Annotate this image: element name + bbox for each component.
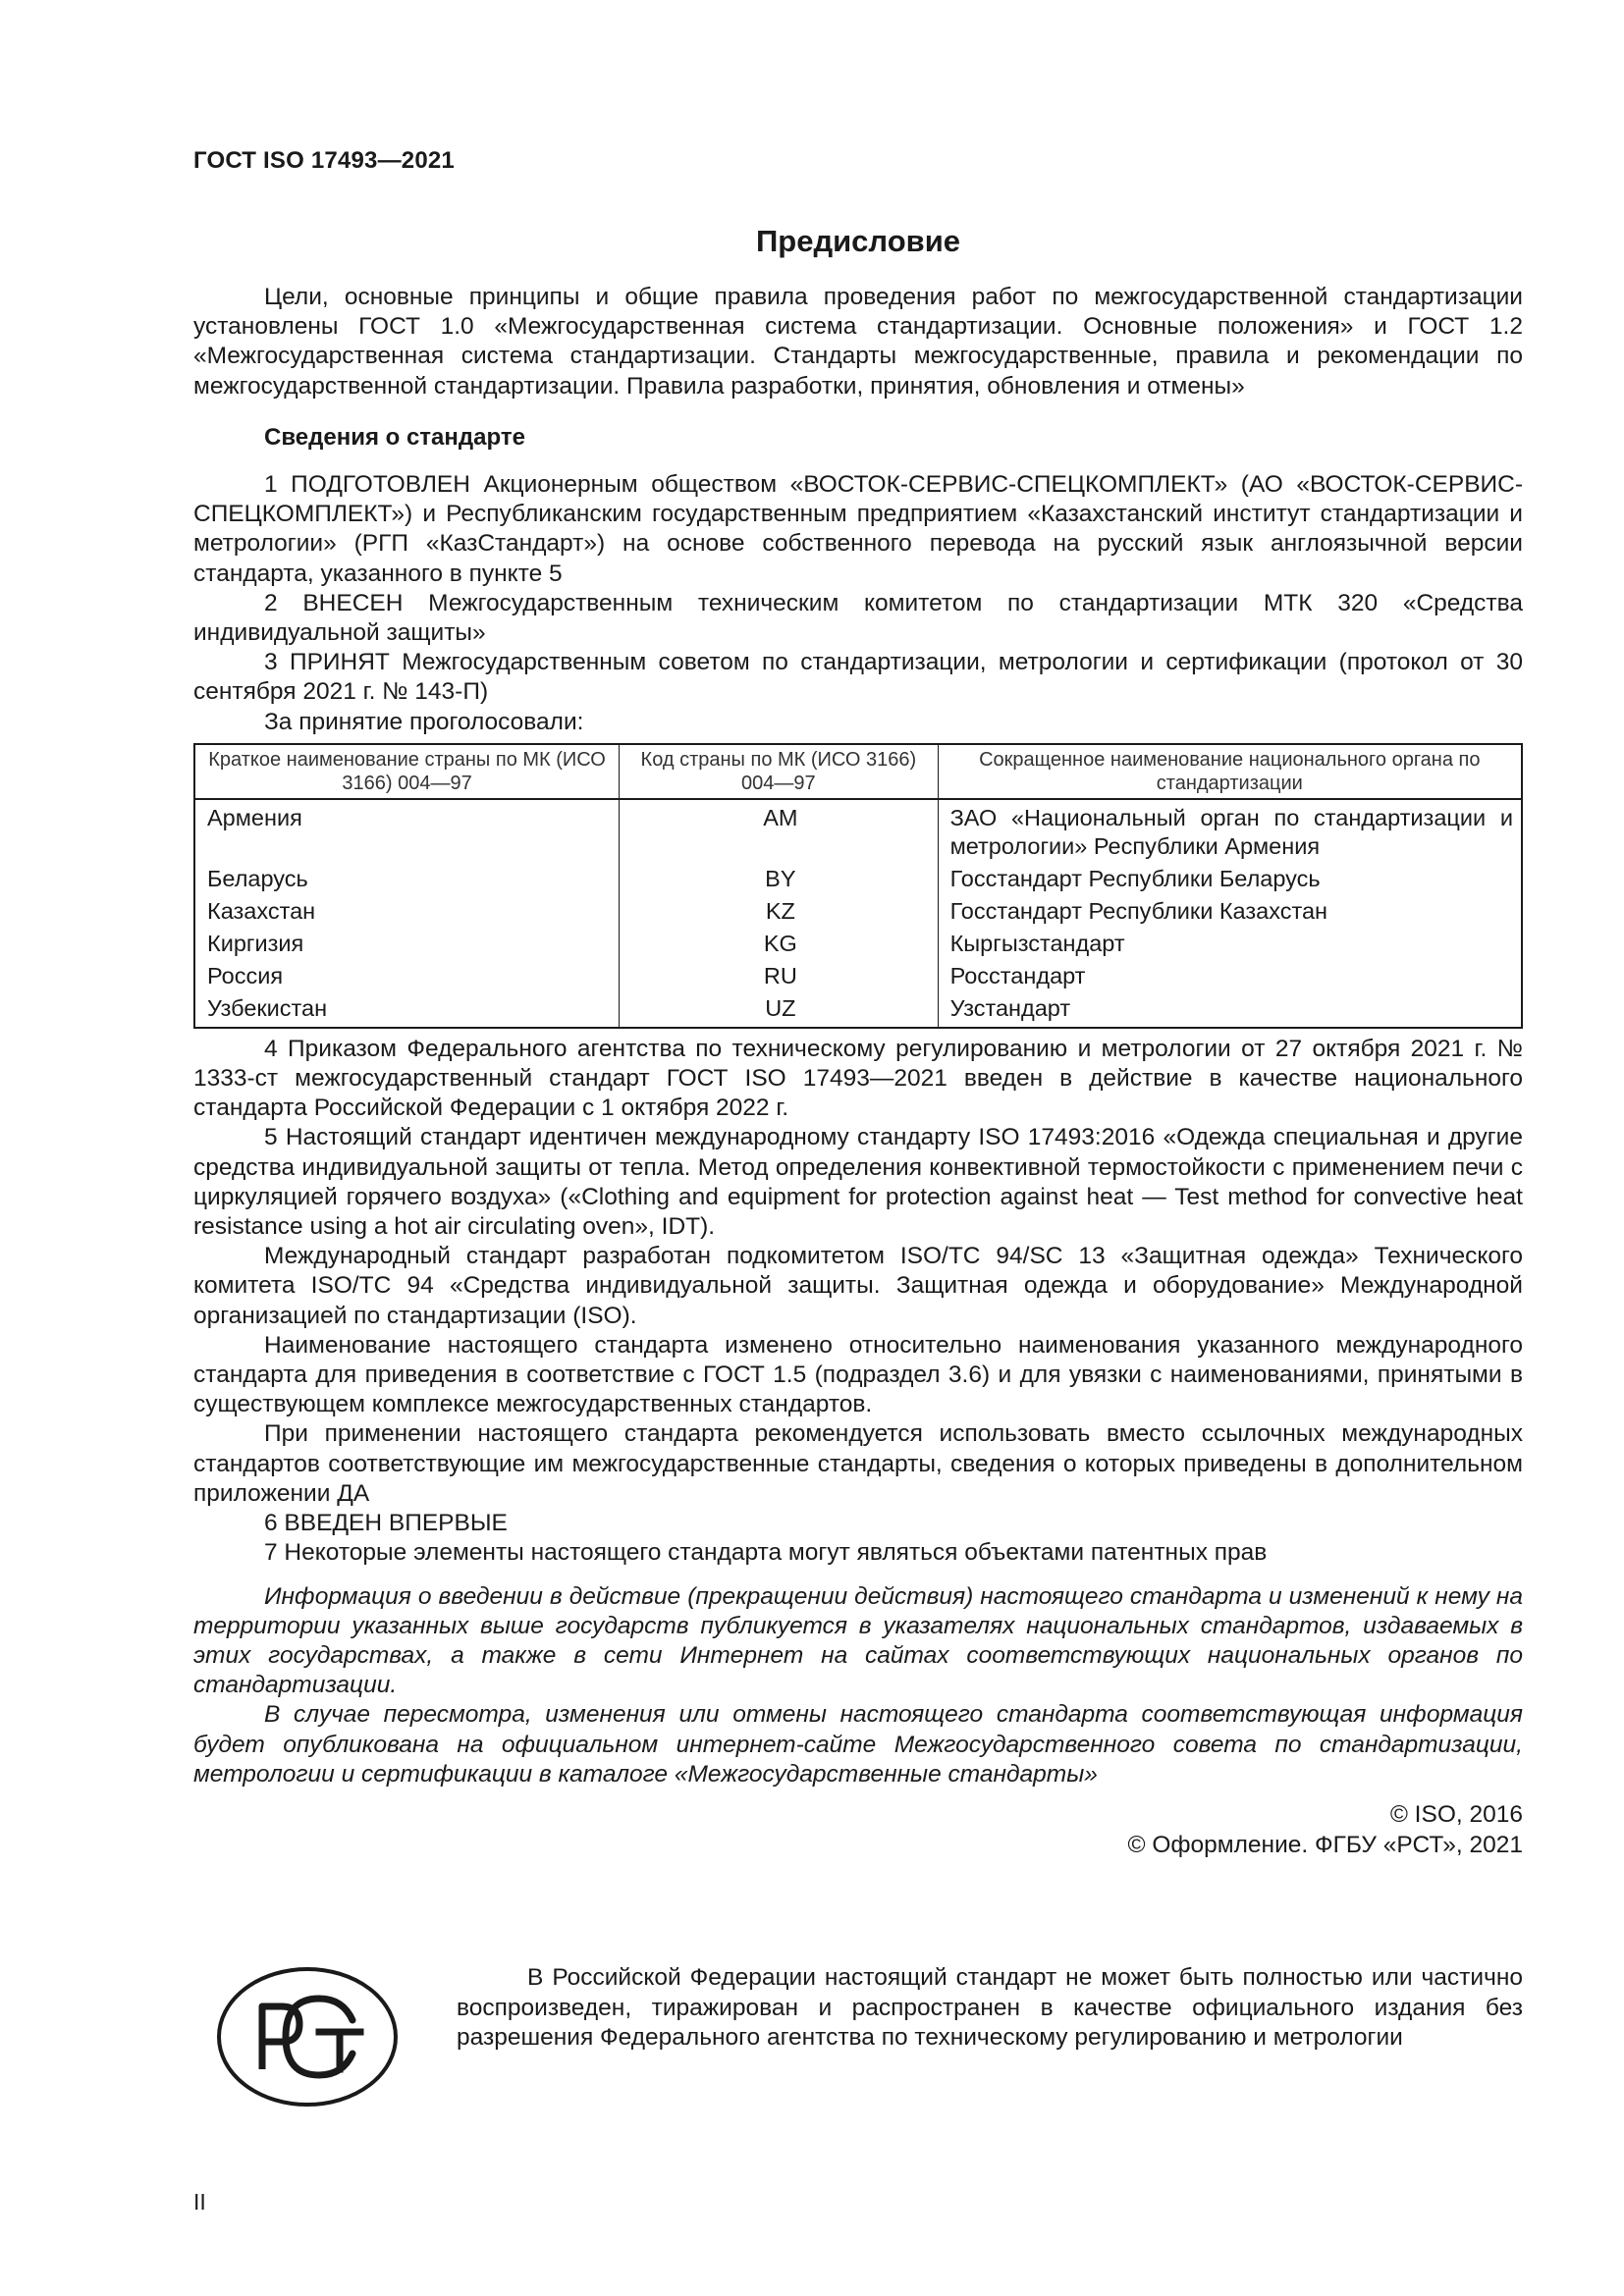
running-title: ГОСТ ISO 17493—2021: [193, 147, 455, 174]
section-heading: Сведения о стандарте: [264, 423, 525, 451]
item-4-paragraph: 4 Приказом Федерального агентства по техническому регулированию и метрологии от 27 октября 2021 г. № 1333-ст межгосударственный стандарт ГОСТ ISO 17493—2021 введен в действие в качестве национального стандарта Российской Федерации с 1 октября 2022 г.: [193, 1035, 1523, 1122]
table-row: [194, 895, 1522, 928]
body-cell: Узстандарт: [949, 994, 1071, 1021]
intro-paragraph: Цели, основные принципы и общие правила проведения работ по межгосударственной стандартизации установлены ГОСТ 1.0 «Межгосударственная система стандартизации. Основные положения» и ГОСТ 1.2 «Межгосударственная система стандартизации. Стандарты межгосударственные, правила и рекомендации по межгосударственной стандартизации. Правила разработки, принятия, обновления и отмены»: [193, 284, 1523, 400]
iso-copyright: © ISO, 2016: [1389, 1800, 1523, 1828]
rst-copyright: © Оформление. ФГБУ «РСТ», 2021: [1127, 1831, 1523, 1858]
item-7-paragraph: 7 Некоторые элементы настоящего стандарта могут являться объектами патентных прав: [264, 1539, 1268, 1567]
table-header-row: [194, 744, 1522, 799]
item-5-title-change-paragraph: Наименование настоящего стандарта изменено относительно наименования указанного международного стандарта для приведения в соответствие с ГОСТ 1.5 (подраздел 3.6) и для увязки с наименованиями, принятыми в существующем комплексе межгосударственных стандартов.: [193, 1331, 1523, 1418]
vote-caption: За принятие проголосовали:: [264, 708, 584, 735]
item-3-paragraph: 3 ПРИНЯТ Межгосударственным советом по стандартизации, метрологии и сертификации (протокол от 30 сентября 2021 г. № 143-П): [193, 649, 1523, 706]
item-5-paragraph: 5 Настоящий стандарт идентичен международному стандарту ISO 17493:2016 «Одежда специальная и другие средства индивидуальной защиты от тепла. Метод определения конвективной термостойкости с применением печи с циркуляцией горячего воздуха» («Clothing and equipment for protection against heat — Test method for convective heat resistance using a hot air circulating oven», IDT).: [193, 1124, 1523, 1241]
country-cell: Казахстан: [194, 895, 620, 928]
country-cell: Беларусь: [194, 863, 620, 895]
item-2-paragraph: 2 ВНЕСЕН Межгосударственным техническим комитетом по стандартизации МТК 320 «Средства индивидуальной защиты»: [193, 589, 1523, 647]
code-cell: KG: [620, 928, 938, 960]
column-header-body: Сокращенное наименование национального органа по стандартизации: [938, 744, 1522, 799]
country-cell: Узбекистан: [194, 992, 620, 1028]
revision-note-italic: В случае пересмотра, изменения или отмены настоящего стандарта соответствующая информация будет опубликована на официальном интернет-сайте Межгосударственного совета по стандартизации, метрологии и сертификации в каталоге «Межгосударственные стандарты»: [193, 1701, 1523, 1788]
item-5-committee-paragraph: Международный стандарт разработан подкомитетом ISO/TC 94/SC 13 «Защитная одежда» Технического комитета ISO/TC 94 «Средства индивидуальной защиты. Защитная одежда и оборудование» Международной организацией по стандартизации (ISO).: [193, 1243, 1523, 1329]
country-cell: Россия: [194, 960, 620, 992]
voting-countries-table: [193, 743, 1523, 1029]
body-cell: Росстандарт: [949, 962, 1086, 988]
body-cell: ЗАО «Национальный орган по стандартизации и метрологии» Республики Армения: [949, 804, 1513, 859]
info-note-italic: Информация о введении в действие (прекращении действия) настоящего стандарта и изменений к нему на территории указанных выше государств публикуется в указателях национальных стандартов, издаваемых в этих государствах, а также в сети Интернет на сайтах соответствующих национальных органов по стандартизации.: [193, 1582, 1523, 1699]
table-row: [194, 992, 1522, 1028]
table-row: [194, 960, 1522, 992]
item-6-paragraph: 6 ВВЕДЕН ВПЕРВЫЕ: [264, 1510, 508, 1537]
page-number: II: [193, 2189, 206, 2215]
code-cell: BY: [620, 863, 938, 895]
item-5-references-paragraph: При применении настоящего стандарта рекомендуется использовать вместо ссылочных международных стандартов соответствующие им межгосударственные стандарты, сведения о которых приведены в дополнительном приложении ДА: [193, 1420, 1523, 1507]
body-cell: Кыргызстандарт: [949, 930, 1125, 956]
reproduction-notice: В Российской Федерации настоящий стандарт не может быть полностью или частично воспроизведен, тиражирован и распространен в качестве официального издания без разрешения Федерального агентства по техническому регулированию и метрологии: [457, 1964, 1523, 2051]
country-cell: Армения: [194, 799, 620, 863]
code-cell: AM: [620, 799, 938, 863]
column-header-code: Код страны по МК (ИСО 3166) 004—97: [620, 744, 938, 799]
country-cell: Киргизия: [194, 928, 620, 960]
code-cell: UZ: [620, 992, 938, 1028]
table-row: [194, 928, 1522, 960]
rst-certification-mark-icon: [213, 1963, 402, 2110]
column-header-country: Краткое наименование страны по МК (ИСО 3166) 004—97: [194, 744, 620, 799]
page-title: Предисловие: [755, 224, 960, 258]
item-1-paragraph: 1 ПОДГОТОВЛЕН Акционерным обществом «ВОСТОК-СЕРВИС-СПЕЦКОМПЛЕКТ» (АО «ВОСТОК-СЕРВИС-СПЕЦКОМПЛЕКТ») и Республиканским государственным предприятием «Казахстанский институт стандартизации и метрологии» (РГП «КазСтандарт») на основе собственного перевода на русский язык англоязычной версии стандарта, указанного в пункте 5: [193, 471, 1523, 587]
body-cell: Госстандарт Республики Беларусь: [949, 865, 1321, 891]
table-row: [194, 863, 1522, 895]
table-row: [194, 799, 1522, 863]
document-body: [193, 283, 1523, 1860]
code-cell: KZ: [620, 895, 938, 928]
code-cell: RU: [620, 960, 938, 992]
body-cell: Госстандарт Республики Казахстан: [949, 897, 1327, 924]
